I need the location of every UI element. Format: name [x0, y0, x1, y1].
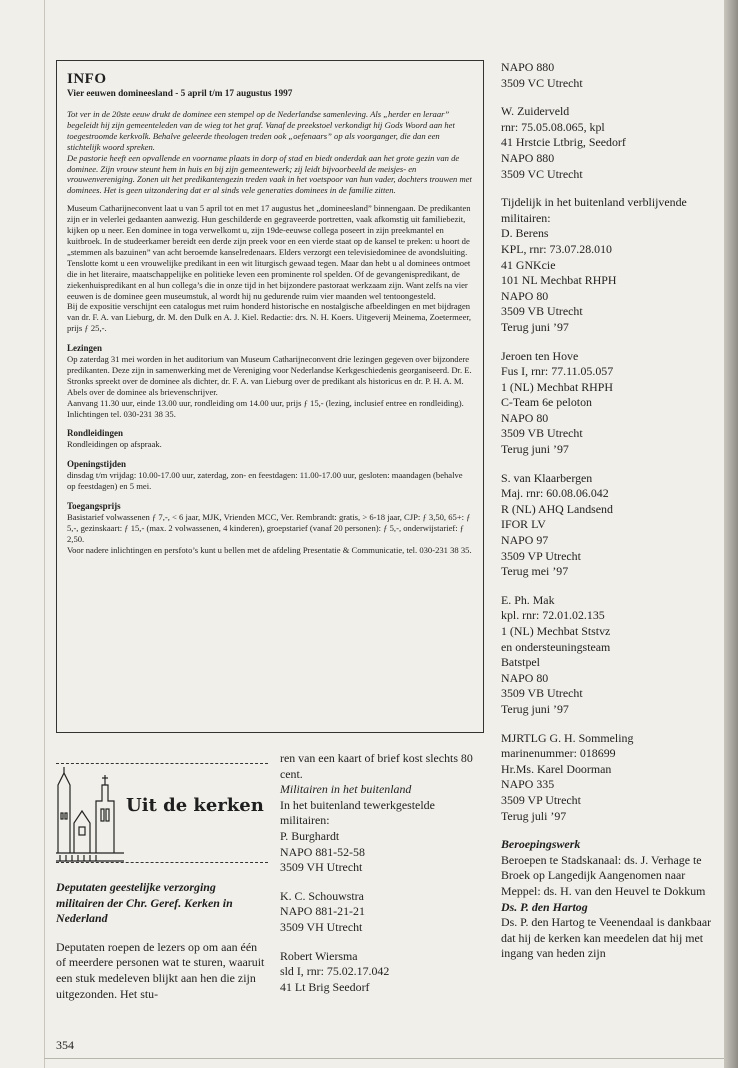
bottom-rule — [44, 1058, 724, 1059]
militairen-intro: In het buitenland tewerkgestelde militairen: — [280, 797, 435, 828]
left-margin-rule — [44, 0, 45, 1068]
address-line: NAPO 880 — [501, 150, 555, 165]
middle-column — [280, 751, 480, 995]
tijdelijk-intro: Tijdelijk in het buitenland verblijvende militairen: — [501, 195, 687, 225]
address-line: NAPO 97 — [501, 533, 549, 548]
address-line: 41 GNKcie — [501, 257, 556, 272]
address-line: NAPO 335 — [501, 777, 555, 792]
lezingen-heading: Lezingen — [67, 343, 102, 354]
address-line: W. Zuiderveld — [501, 104, 570, 119]
address-line: NAPO 80 — [501, 670, 549, 685]
address-line: NAPO 881-52-58 — [280, 844, 365, 859]
address-line: D. Berens — [501, 226, 549, 241]
address-line: 1 (NL) Mechbat Ststvz — [501, 624, 611, 638]
rondleidingen-text: Rondleidingen op afspraak. — [67, 439, 162, 450]
address-line: 3509 VH Utrecht — [280, 860, 363, 875]
address-line: Robert Wiersma — [280, 948, 358, 963]
toegangsprijs-text-2: Voor nadere inlichtingen en persfoto’s kunt u bellen met de afdeling Presentatie & Communicatie, tel. 030-231 38 35. — [67, 544, 472, 555]
right-column — [501, 60, 721, 962]
info-subtitle: Vier eeuwen domineesland - 5 april t/m 17 augustus 1997 — [67, 89, 293, 99]
address-line: 3509 VB Utrecht — [501, 304, 583, 319]
mid-continuation: ren van een kaart of brief kost slechts 80 cent. — [280, 751, 473, 781]
address-line: kpl. rnr: 72.01.02.135 — [501, 608, 605, 623]
address-line: Terug juni ’97 — [501, 442, 569, 457]
address-schouwstra — [280, 889, 480, 936]
address-line: NAPO 80 — [501, 288, 549, 303]
militairen-heading: Militairen in het buitenland — [280, 782, 412, 797]
beroepingswerk-text: Beroepen te Stadskanaal: ds. J. Verhage te Broek op Langedijk Aangenomen naar Meppel: ds. H. van den Heuvel te Dokkum — [501, 852, 706, 898]
address-line: Fus I, rnr: 77.11.05.057 — [501, 364, 614, 379]
address-line: sld I, rnr: 75.02.17.042 — [280, 964, 390, 979]
address-line: 3509 VP Utrecht — [501, 548, 581, 563]
address-line: 41 Lt Brig Seedorf — [280, 979, 370, 994]
address-klaarbergen — [501, 471, 721, 580]
info-intro-1: Tot ver in de 20ste eeuw drukt de dominee een stempel op de Nederlandse samenleving. Als „herder en leraar” begeleidt hij zijn gemeenteleden van de wieg tot het graf. Vanaf de preekstoel verkondigt hij Gods Woord aan het toegestroomde kerkvolk. Behalve geleerde theologen treden ook „oefenaars” op als voorganger, die dan een stichtelijk woord spreken. — [67, 109, 455, 152]
address-line: P. Burghardt — [280, 828, 340, 843]
address-mak — [501, 593, 721, 718]
address-line: NAPO 880 — [501, 60, 555, 74]
address-line: 3509 VB Utrecht — [501, 686, 583, 701]
deputaten-text: Deputaten roepen de lezers op om aan één of meerdere personen wat te sturen, waaruit een stuk medeleven blijkt aan hen die zijn uitgezonden. Het stu- — [56, 939, 265, 1001]
toegangsprijs-heading: Toegangsprijs — [67, 501, 121, 511]
header-dash-top — [56, 763, 268, 764]
address-line: MJRTLG G. H. Sommeling — [501, 730, 634, 745]
address-line: 3509 VH Utrecht — [280, 919, 363, 934]
info-body-2: Bij de expositie verschijnt een catalogus met ruim honderd historische en nostalgische afbeeldingen en met bijdragen van dr. F. A. van Lieburg, dr. M. den Dulk en A. J. Kiel. Redactie: drs. N. H. Koers. Uitgeverij Meinema, Zoetermeer, prijs ƒ 25,-. — [67, 301, 472, 334]
address-line: Terug juli ’97 — [501, 808, 567, 823]
deputaten-heading: Deputaten geestelijke verzorging militairen der Chr. Geref. Kerken in Nederland — [56, 880, 233, 926]
address-line: marinenummer: 018699 — [501, 746, 616, 761]
address-top — [501, 60, 721, 91]
openingstijden-text: dinsdag t/m vrijdag: 10.00-17.00 uur, zaterdag, zon- en feestdagen: 11.00-17.00 uur, gesloten: maandagen (behalve op feestdagen) en 5 mei. — [67, 470, 463, 492]
church-icon — [56, 765, 126, 865]
uit-de-kerken-header — [56, 757, 268, 877]
info-intro-2: De pastorie heeft een opvallende en voorname plaats in dorp of stad en biedt onderdak aan het grote gezin van de dominee. Zijn vrouw steunt hem in huis en bij zijn gemeentewerk; zij leidt bijvoorbeeld de meisjes- en vrouwenvereniging. Zonen uit het predikantengezin treden vaak in het voetspoor van hun vader, dochters trouwen met dominees. Het is geen uitzondering dat er al sinds vele generaties dominees in de familie zitten. — [67, 152, 472, 196]
address-line: C-Team 6e peloton — [501, 395, 592, 410]
left-column — [56, 880, 266, 1002]
address-line: Jeroen ten Hove — [501, 348, 579, 363]
address-hove — [501, 349, 721, 458]
address-line: Maj. rnr: 60.08.06.042 — [501, 486, 609, 501]
address-berens — [501, 226, 721, 335]
page-number: 354 — [56, 1038, 74, 1052]
address-line: 3509 VP Utrecht — [501, 792, 581, 807]
address-line: NAPO 80 — [501, 410, 549, 425]
address-burghardt — [280, 829, 480, 876]
info-body-1: Museum Catharijneconvent laat u van 5 april tot en met 17 augustus het „domineesland” binnengaan. De predikanten zijn er in velerlei gedaanten aanwezig. Hun geschilderde en gegraveerde portretten, vaak afkomstig uit familiebezit, kijken op u neer. Een dominee in toga verwelkomt u, zijn 19de-eeuwse collega poseert in zijn preekmantel en kuitbroek. In de studeerkamer bereidt een derde zijn preek voor en een vierde staat op de kansel te preken: u hoort de „stemmen als bazuinen” van acht beroemde kanselredenaars. Elders verzorgt een televisiedominee de avondsluiting. Tenslotte komt u een vrouwelijke predikant in een wit liturgisch gewaad tegen. Maar dan hebt u al dominees ontmoet die in het literaire, maatschappelijke en politieke leven een prominente rol spelden. Of de gevangenispredikant, de ziekenhuispredikant en al hun collega’s die in onze tijd in het bijzondere pastoraat werkzaam zijn. Want zelfs na vier eeuwen is de dominee geen museumstuk, al wordt hij nu gedurende ruim vier maanden wel tentoongesteld. — [67, 203, 471, 301]
address-line: KPL, rnr: 73.07.28.010 — [501, 241, 612, 256]
address-line: Hr.Ms. Karel Doorman — [501, 761, 612, 776]
address-sommeling — [501, 731, 721, 825]
address-line: 3509 VC Utrecht — [501, 166, 583, 181]
address-line: en ondersteuningsteam — [501, 639, 611, 654]
address-line: S. van Klaarbergen — [501, 470, 593, 485]
address-line: R (NL) AHQ Landsend — [501, 501, 613, 516]
info-box — [56, 60, 484, 733]
openingstijden-heading: Openingstijden — [67, 459, 127, 470]
address-line: NAPO 881-21-21 — [280, 904, 365, 919]
address-line: Terug mei ’97 — [501, 564, 569, 579]
uit-de-kerken-title: Uit de kerken — [126, 795, 264, 816]
info-title: INFO — [67, 71, 107, 87]
address-line: Terug juni ’97 — [501, 319, 569, 334]
address-line: 3509 VB Utrecht — [501, 426, 583, 441]
lezingen-text-1: Op zaterdag 31 mei worden in het auditorium van Museum Catharijneconvent drie lezingen gegeven over bijzondere predikanten. Deze zijn in samenwerking met de Vereniging voor Nederlandse Kerkgeschiedenis georganiseerd. Dr. E. Stronks spreekt over de dominee als dichter, dr. F. A. van Lieburg over de predikant als historicus en dr. P. H. A. M. Abels over de dominee als brievenschrijver. — [67, 354, 472, 397]
beroepingswerk-heading: Beroepingswerk — [501, 837, 581, 852]
address-line: 41 Hrstcie Ltbrig, Seedorf — [501, 135, 626, 150]
header-dash-bottom — [56, 862, 268, 863]
address-wiersma — [280, 949, 480, 996]
den-hartog-heading: Ds. P. den Hartog — [501, 899, 588, 914]
address-line: 101 NL Mechbat RHPH — [501, 273, 617, 288]
den-hartog-text: Ds. P. den Hartog te Veenendaal is dankbaar dat hij de kerken kan meedelen dat hij met ingang van heden zijn — [501, 915, 712, 961]
address-line: rnr: 75.05.08.065, kpl — [501, 119, 605, 134]
address-line: Terug juni ’97 — [501, 701, 569, 716]
address-line: 1 (NL) Mechbat RHPH — [501, 379, 613, 394]
address-line: E. Ph. Mak — [501, 592, 555, 607]
address-line: Batstpel — [501, 655, 540, 670]
rondleidingen-heading: Rondleidingen — [67, 428, 124, 439]
book-spine-shadow — [724, 0, 738, 1068]
address-zuiderveld — [501, 104, 721, 182]
toegangsprijs-text-1: Basistarief volwassenen ƒ 7,-, < 6 jaar, MJK, Vrienden MCC, Ver. Rembrandt: gratis, > 6-18 jaar, CJP: ƒ 3,50, 65+: ƒ 5,-, gezinskaart: ƒ 15,- (max. 2 volwassenen, 4 kinderen), groepstarief (vanaf 20 personen): ƒ 5,-, onderwijstarief: ƒ 2,50. — [67, 511, 471, 544]
address-line: K. C. Schouwstra — [280, 888, 364, 903]
address-line: 3509 VC Utrecht — [501, 75, 583, 90]
lezingen-text-2: Aanvang 11.30 uur, einde 13.00 uur, rondleiding om 14.00 uur, prijs ƒ 15,- (lezing, inclusief entree en rondleiding). Inlichtingen tel. 030-231 38 35. — [67, 397, 464, 419]
address-line: IFOR LV — [501, 517, 546, 532]
